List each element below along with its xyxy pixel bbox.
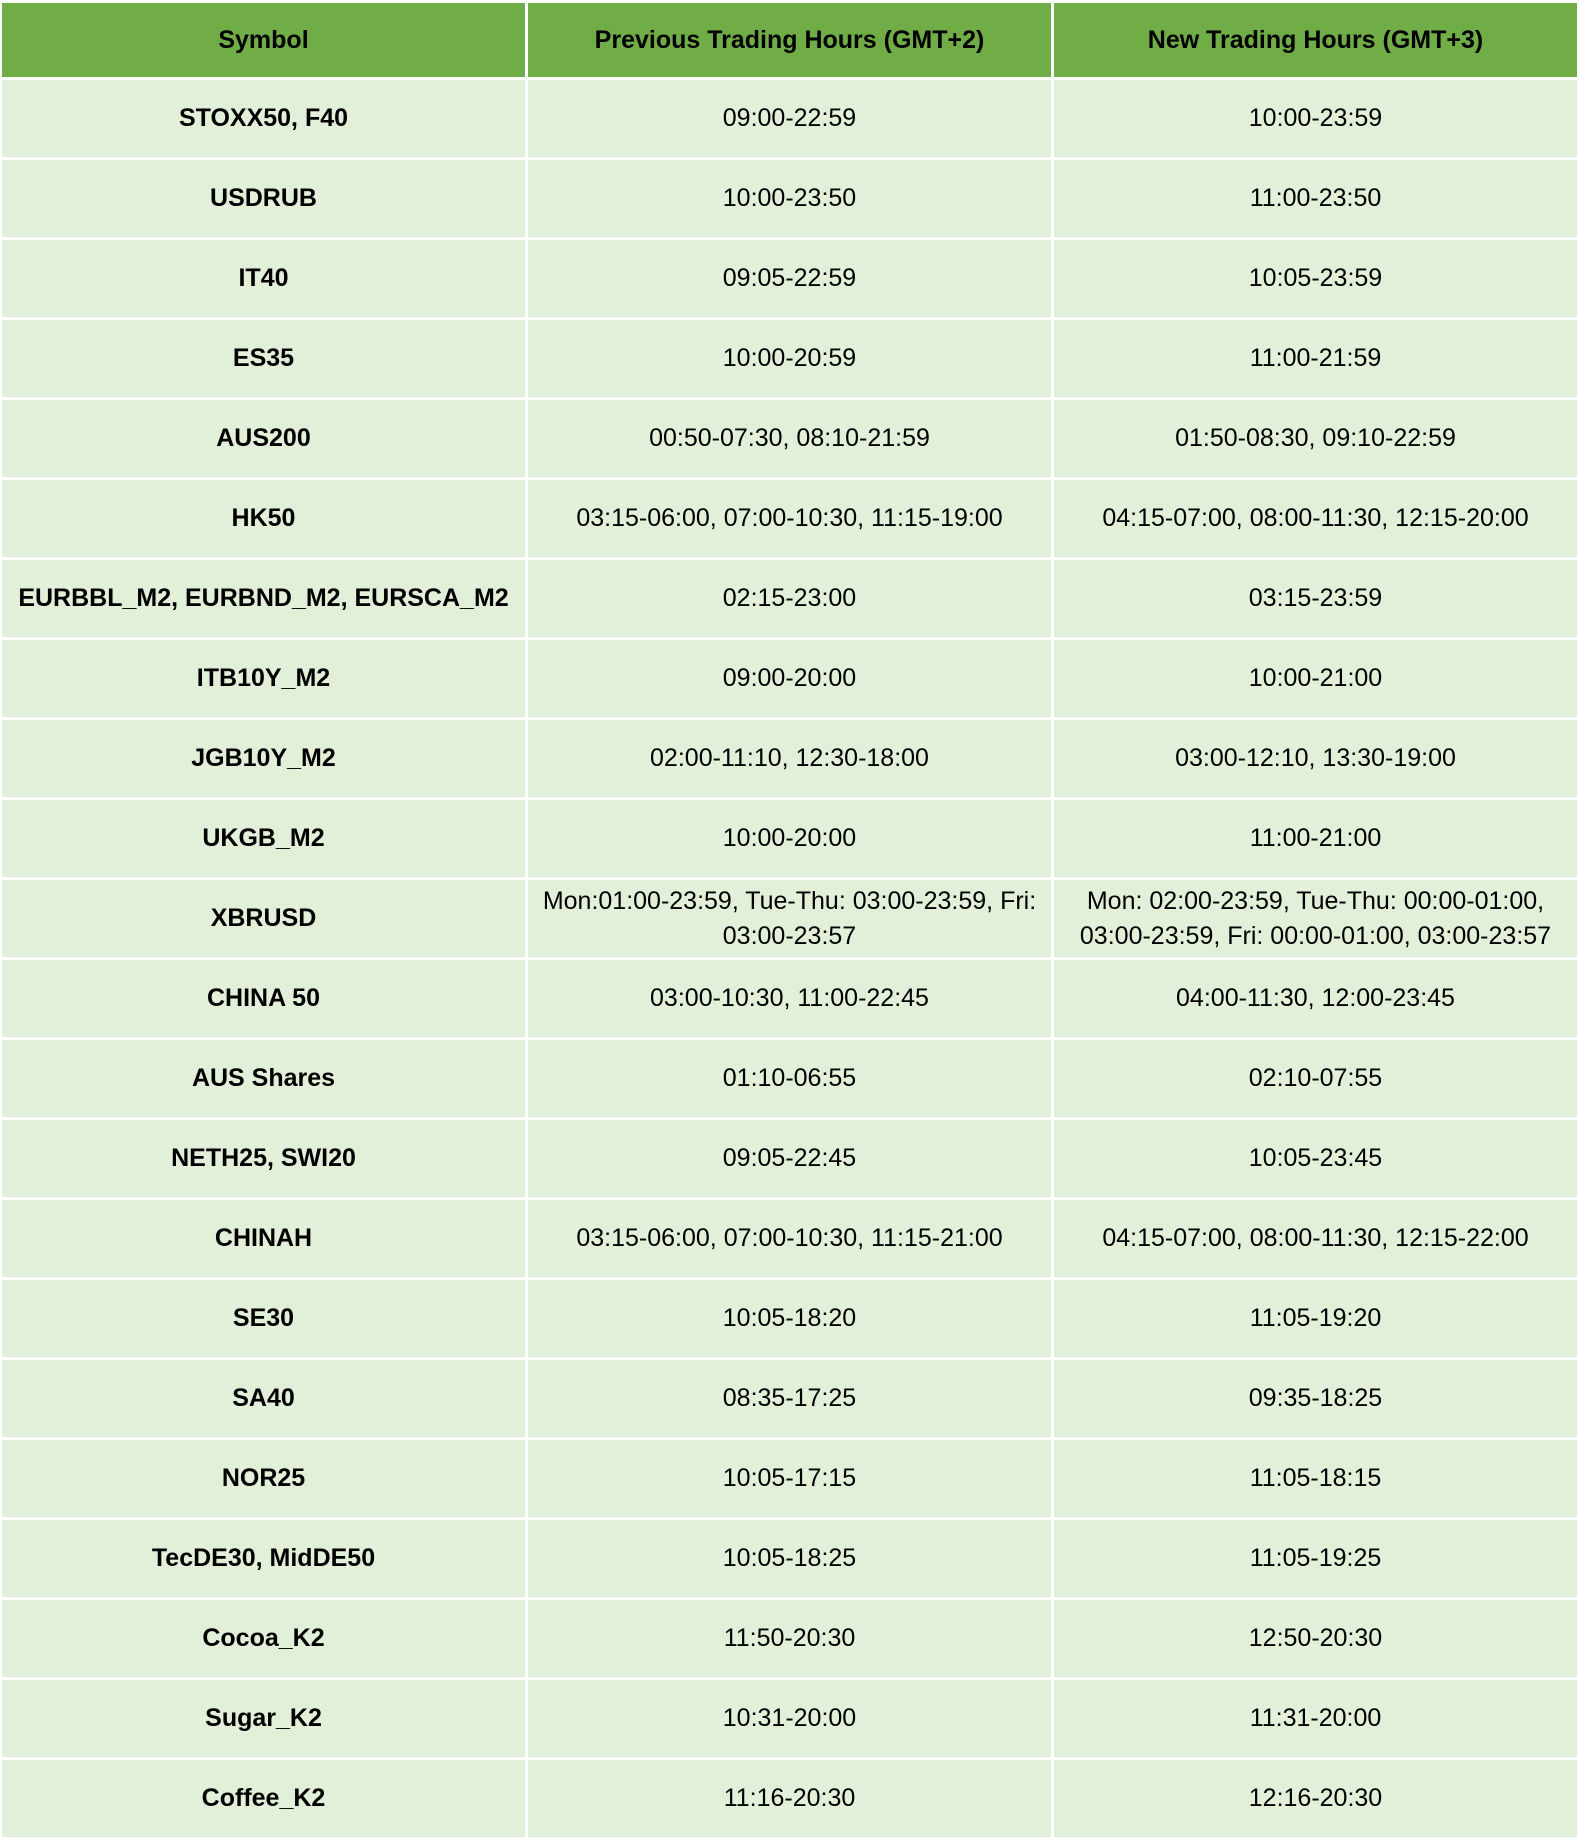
cell-symbol: ITB10Y_M2 <box>2 640 525 717</box>
cell-new-hours: 10:05-23:59 <box>1054 240 1577 317</box>
cell-previous-hours: 09:00-20:00 <box>528 640 1051 717</box>
cell-symbol: ES35 <box>2 320 525 397</box>
cell-new-hours: 01:50-08:30, 09:10-22:59 <box>1054 400 1577 477</box>
table-row <box>2 1200 1577 1277</box>
cell-new-hours: 11:00-21:00 <box>1054 800 1577 877</box>
table-row <box>2 1040 1577 1117</box>
cell-previous-hours: 10:00-20:00 <box>528 800 1051 877</box>
cell-symbol: CHINAH <box>2 1200 525 1277</box>
cell-previous-hours: 10:05-18:25 <box>528 1520 1051 1597</box>
cell-previous-hours: 09:05-22:45 <box>528 1120 1051 1197</box>
table-row <box>2 240 1577 317</box>
cell-previous-hours: 02:15-23:00 <box>528 560 1051 637</box>
cell-new-hours: 11:05-18:15 <box>1054 1440 1577 1517</box>
table-row <box>2 1440 1577 1517</box>
cell-new-hours: 04:15-07:00, 08:00-11:30, 12:15-22:00 <box>1054 1200 1577 1277</box>
cell-previous-hours: 11:50-20:30 <box>528 1600 1051 1677</box>
cell-previous-hours: Mon:01:00-23:59, Tue-Thu: 03:00-23:59, Fri: 03:00-23:57 <box>528 880 1051 957</box>
cell-symbol: NOR25 <box>2 1440 525 1517</box>
table-row <box>2 720 1577 797</box>
cell-symbol: UKGB_M2 <box>2 800 525 877</box>
table-row <box>2 1120 1577 1197</box>
table-header <box>2 3 1577 77</box>
table-row <box>2 640 1577 717</box>
column-header-previous-hours: Previous Trading Hours (GMT+2) <box>528 3 1051 77</box>
cell-previous-hours: 09:05-22:59 <box>528 240 1051 317</box>
cell-new-hours: 11:00-21:59 <box>1054 320 1577 397</box>
cell-symbol: SE30 <box>2 1280 525 1357</box>
cell-symbol: NETH25, SWI20 <box>2 1120 525 1197</box>
cell-symbol: SA40 <box>2 1360 525 1437</box>
cell-previous-hours: 00:50-07:30, 08:10-21:59 <box>528 400 1051 477</box>
cell-new-hours: 11:05-19:25 <box>1054 1520 1577 1597</box>
table-row <box>2 1520 1577 1597</box>
cell-new-hours: 12:16-20:30 <box>1054 1760 1577 1837</box>
cell-previous-hours: 10:00-23:50 <box>528 160 1051 237</box>
cell-new-hours: 11:31-20:00 <box>1054 1680 1577 1757</box>
table-row <box>2 400 1577 477</box>
cell-previous-hours: 11:16-20:30 <box>528 1760 1051 1837</box>
cell-new-hours: 11:05-19:20 <box>1054 1280 1577 1357</box>
table-row <box>2 320 1577 397</box>
cell-new-hours: 03:15-23:59 <box>1054 560 1577 637</box>
cell-previous-hours: 03:15-06:00, 07:00-10:30, 11:15-21:00 <box>528 1200 1051 1277</box>
cell-symbol: XBRUSD <box>2 880 525 957</box>
table-body <box>2 80 1577 1837</box>
table-row <box>2 160 1577 237</box>
table-row <box>2 800 1577 877</box>
header-row <box>2 3 1577 77</box>
table-row <box>2 1360 1577 1437</box>
column-header-new-hours: New Trading Hours (GMT+3) <box>1054 3 1577 77</box>
cell-previous-hours: 10:05-18:20 <box>528 1280 1051 1357</box>
column-header-symbol: Symbol <box>2 3 525 77</box>
cell-symbol: Sugar_K2 <box>2 1680 525 1757</box>
table-row <box>2 80 1577 157</box>
cell-previous-hours: 10:00-20:59 <box>528 320 1051 397</box>
cell-symbol: Cocoa_K2 <box>2 1600 525 1677</box>
cell-new-hours: 02:10-07:55 <box>1054 1040 1577 1117</box>
cell-previous-hours: 01:10-06:55 <box>528 1040 1051 1117</box>
cell-previous-hours: 08:35-17:25 <box>528 1360 1051 1437</box>
table-row <box>2 1280 1577 1357</box>
cell-previous-hours: 03:15-06:00, 07:00-10:30, 11:15-19:00 <box>528 480 1051 557</box>
table-row <box>2 960 1577 1037</box>
cell-symbol: HK50 <box>2 480 525 557</box>
cell-new-hours: 11:00-23:50 <box>1054 160 1577 237</box>
cell-symbol: CHINA 50 <box>2 960 525 1037</box>
cell-symbol: AUS200 <box>2 400 525 477</box>
cell-previous-hours: 10:31-20:00 <box>528 1680 1051 1757</box>
cell-symbol: USDRUB <box>2 160 525 237</box>
cell-symbol: TecDE30, MidDE50 <box>2 1520 525 1597</box>
cell-previous-hours: 10:05-17:15 <box>528 1440 1051 1517</box>
table-row <box>2 880 1577 957</box>
table-row <box>2 1600 1577 1677</box>
table-row <box>2 560 1577 637</box>
cell-new-hours: 10:00-21:00 <box>1054 640 1577 717</box>
table-row <box>2 480 1577 557</box>
cell-previous-hours: 03:00-10:30, 11:00-22:45 <box>528 960 1051 1037</box>
cell-symbol: AUS Shares <box>2 1040 525 1117</box>
table-row <box>2 1760 1577 1837</box>
cell-new-hours: 04:00-11:30, 12:00-23:45 <box>1054 960 1577 1037</box>
cell-new-hours: 10:05-23:45 <box>1054 1120 1577 1197</box>
cell-symbol: EURBBL_M2, EURBND_M2, EURSCA_M2 <box>2 560 525 637</box>
cell-new-hours: 09:35-18:25 <box>1054 1360 1577 1437</box>
cell-symbol: Coffee_K2 <box>2 1760 525 1837</box>
cell-previous-hours: 02:00-11:10, 12:30-18:00 <box>528 720 1051 797</box>
cell-symbol: JGB10Y_M2 <box>2 720 525 797</box>
cell-previous-hours: 09:00-22:59 <box>528 80 1051 157</box>
cell-symbol: STOXX50, F40 <box>2 80 525 157</box>
cell-symbol: IT40 <box>2 240 525 317</box>
cell-new-hours: 04:15-07:00, 08:00-11:30, 12:15-20:00 <box>1054 480 1577 557</box>
cell-new-hours: 03:00-12:10, 13:30-19:00 <box>1054 720 1577 797</box>
table-row <box>2 1680 1577 1757</box>
cell-new-hours: Mon: 02:00-23:59, Tue-Thu: 00:00-01:00, 03:00-23:59, Fri: 00:00-01:00, 03:00-23:57 <box>1054 880 1577 957</box>
cell-new-hours: 10:00-23:59 <box>1054 80 1577 157</box>
cell-new-hours: 12:50-20:30 <box>1054 1600 1577 1677</box>
